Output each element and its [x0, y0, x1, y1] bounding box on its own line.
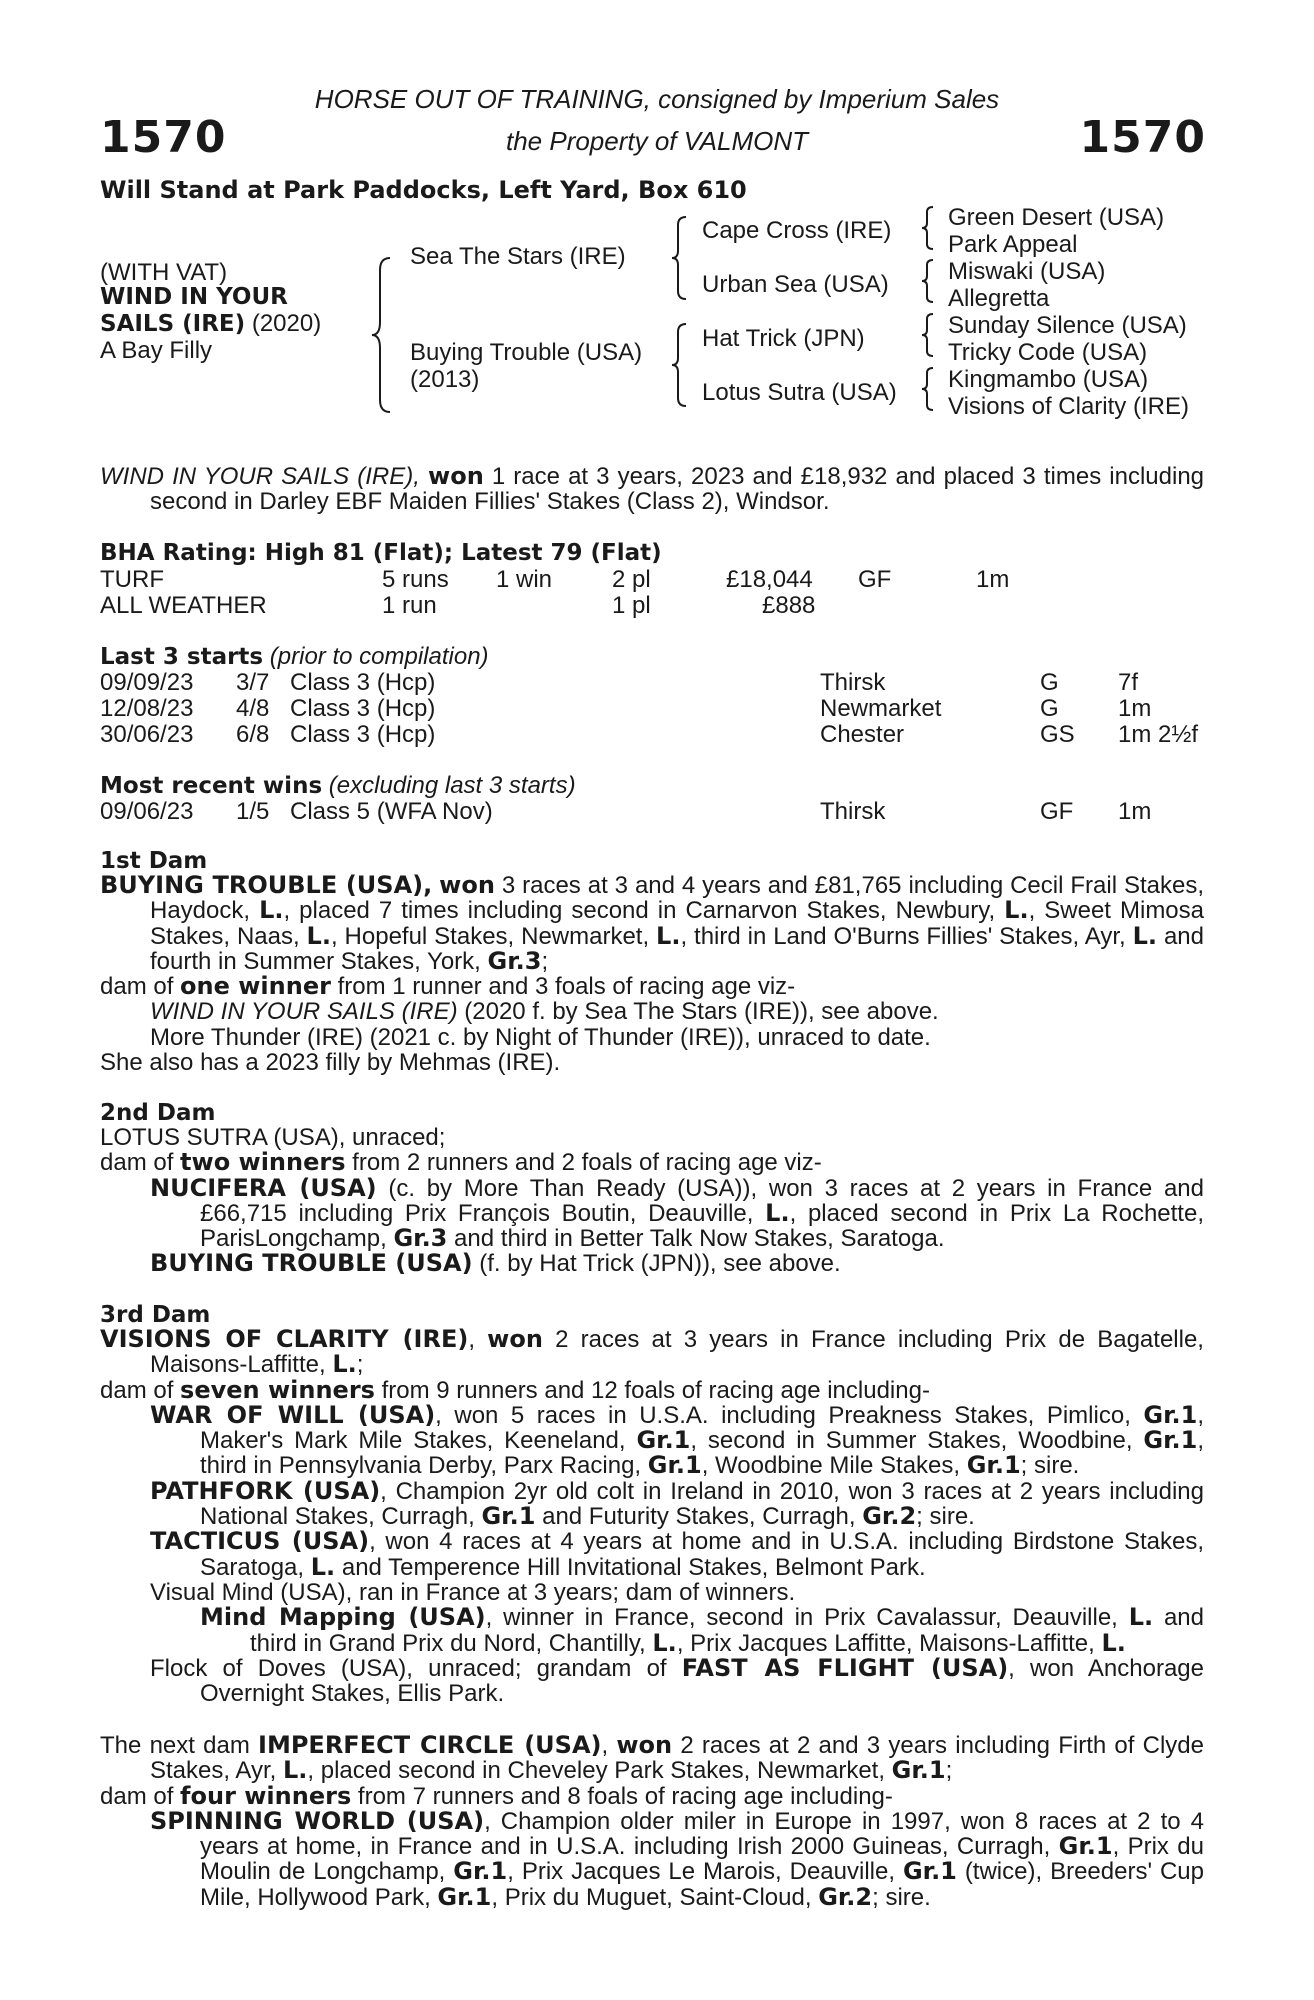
- race-summary: [100, 464, 1204, 515]
- progeny-name: BUYING TROUBLE (USA): [150, 1249, 473, 1278]
- group-badge: Gr.3: [487, 946, 542, 975]
- start-course: Newmarket: [820, 695, 942, 722]
- dam3-winners: seven winners: [180, 1375, 375, 1404]
- group-badge: Gr.1: [647, 1451, 702, 1480]
- progeny-text: and third in Better Talk Now Stakes, Saratoga.: [447, 1225, 945, 1253]
- start-date: 30/06/23: [100, 721, 194, 748]
- progeny-name: FAST AS FLIGHT (USA): [681, 1653, 1009, 1682]
- dam2-damof: dam of: [100, 1149, 181, 1177]
- dam2-section: [100, 1125, 1204, 1277]
- progeny-text: , won 4 races at 4 years at home and in U.S.A. including Birdstone Stakes, Saratoga,: [200, 1528, 1204, 1581]
- dam-dam: Lotus Sutra (USA): [702, 379, 897, 406]
- progeny-text: , Champion older miler in Europe in 1997, won 8 races at 2 to 4 years at home, in France and in U.S.A. including Irish 2000 Guineas, Curragh,: [200, 1807, 1205, 1861]
- horse-description: A Bay Filly: [100, 337, 213, 364]
- dam2-heading: 2nd Dam: [100, 1100, 216, 1126]
- bha-runs: 1 run: [382, 592, 437, 619]
- listed-badge: L.: [1101, 1628, 1126, 1657]
- dam1-text: , Sweet Mimosa Stakes, Naas,: [150, 897, 1204, 950]
- start-class: Class 3 (Hcp): [290, 721, 436, 748]
- bha-distance: 1m: [976, 566, 1010, 593]
- horse-year: (2020): [245, 310, 322, 337]
- progeny-name: TACTICUS (USA): [150, 1527, 370, 1556]
- granddam-3: Tricky Code (USA): [948, 339, 1148, 366]
- progeny-text: (c. by More Than Ready (USA)), won 3 races at 2 years in France and £66,715 including Prix François Boutin, Deauville,: [200, 1174, 1204, 1227]
- dam2-winners: two winners: [180, 1148, 346, 1177]
- pedigree-brace-g3: [920, 312, 936, 358]
- nextdam-name: IMPERFECT CIRCLE (USA): [258, 1731, 602, 1759]
- progeny-name: WIND IN YOUR SAILS (IRE): [150, 998, 458, 1026]
- vat-label: (WITH VAT): [100, 259, 228, 286]
- bha-row-turf: [100, 566, 1210, 592]
- dam1-damof: from 1 runner and 3 foals of racing age viz-: [330, 973, 796, 1001]
- dam1-won: won: [439, 871, 495, 899]
- progeny-text: , won 5 races in U.S.A. including Preakness Stakes, Pimlico,: [435, 1401, 1144, 1429]
- start-row: [100, 695, 1210, 721]
- dam3-text: 2 races at 3 years in France including Prix de Bagatelle, Maisons-Laffitte,: [150, 1326, 1204, 1379]
- dam1-text: , Hopeful Stakes, Newmarket,: [330, 922, 657, 950]
- progeny-text: ; sire.: [872, 1883, 931, 1911]
- start-distance: 1m 2½f: [1118, 721, 1199, 748]
- dam3-name: VISIONS OF CLARITY (IRE): [100, 1325, 469, 1353]
- dam3-text: ;: [356, 1351, 364, 1379]
- group-badge: Gr.1: [636, 1426, 691, 1455]
- listed-badge: L.: [310, 1552, 336, 1581]
- nextdam-text: The next dam: [100, 1732, 259, 1759]
- nextdam-won: won: [616, 1731, 673, 1759]
- listed-badge: L.: [332, 1350, 357, 1379]
- granddam-1: Park Appeal: [948, 231, 1078, 258]
- grandsire-2: Miswaki (USA): [948, 258, 1106, 285]
- bha-prize: £18,044: [726, 566, 813, 593]
- start-date: 09/09/23: [100, 669, 194, 696]
- bha-runs: 5 runs: [382, 566, 449, 593]
- horse-name-line2: [100, 311, 321, 337]
- pedigree-brace-g1: [920, 205, 936, 251]
- progeny-text: , Maker's Mark Mile Stakes, Keeneland,: [200, 1401, 1204, 1455]
- progeny-text: (f. by Hat Trick (JPN)), see above.: [472, 1250, 841, 1278]
- progeny-name: PATHFORK (USA): [150, 1476, 381, 1505]
- recent-heading: [100, 772, 576, 800]
- group-badge: Gr.1: [481, 1502, 536, 1531]
- recent-class: Class 5 (WFA Nov): [290, 798, 493, 825]
- start-position: 6/8: [236, 721, 270, 748]
- recent-course: Thirsk: [820, 798, 886, 825]
- dam3-progeny-visual-mind: Visual Mind (USA), ran in France at 3 years; dam of winners.: [150, 1578, 796, 1606]
- bha-placed: 2 pl: [612, 566, 651, 593]
- dam2-record: LOTUS SUTRA (USA), unraced;: [100, 1124, 446, 1151]
- progeny-name: NUCIFERA (USA): [150, 1173, 377, 1202]
- start-position: 3/7: [236, 669, 270, 696]
- progeny-text: , winner in France, second in Prix Cavalassur, Deauville,: [485, 1604, 1129, 1632]
- dam3-section: [100, 1327, 1204, 1706]
- grandsire-1: Green Desert (USA): [948, 204, 1165, 231]
- dam3-progeny-pathfork: [100, 1476, 1204, 1531]
- dam1-winners: one winner: [180, 972, 331, 1001]
- nextdam-damof: dam of: [100, 1782, 181, 1810]
- group-badge: Gr.2: [818, 1882, 873, 1911]
- nextdam-text: ,: [601, 1732, 617, 1759]
- group-badge: Gr.1: [437, 1882, 492, 1911]
- start-going: G: [1040, 669, 1059, 696]
- listed-badge: L.: [765, 1198, 790, 1227]
- lot-number-right: 1570: [1079, 112, 1206, 163]
- start-distance: 7f: [1118, 669, 1139, 696]
- dam2-damof: from 2 runners and 2 foals of racing age viz-: [345, 1149, 822, 1177]
- dam1-text: ;: [541, 947, 549, 975]
- dam1-also: She also has a 2023 filly by Mehmas (IRE).: [100, 1049, 561, 1077]
- start-going: GS: [1040, 721, 1075, 748]
- bha-row-aw: [100, 592, 1210, 618]
- start-course: Thirsk: [820, 669, 886, 696]
- dam1-text: and fourth in Summer Stakes, York,: [150, 922, 1204, 975]
- recent-date: 09/06/23: [100, 798, 194, 825]
- nextdam-section: [100, 1733, 1204, 1910]
- progeny-text: , second in Summer Stakes, Woodbine,: [690, 1427, 1144, 1455]
- nextdam-record: [100, 1733, 1204, 1784]
- dam3-produce: [100, 1375, 1204, 1404]
- recent-row: [100, 798, 1210, 824]
- dam3-damof: dam of: [100, 1376, 181, 1404]
- dam1-name: BUYING TROUBLE (USA),: [100, 871, 433, 899]
- dam3-heading: 3rd Dam: [100, 1302, 211, 1328]
- dam3-record: [100, 1327, 1204, 1378]
- progeny-text: and Temperence Hill Invitational Stakes, Belmont Park.: [335, 1553, 926, 1581]
- progeny-text: , Prix du Moulin de Longchamp,: [200, 1833, 1205, 1886]
- dam1-heading: 1st Dam: [100, 848, 208, 874]
- bha-wins: 1 win: [496, 566, 553, 593]
- progeny-text: (2020 f. by Sea The Stars (IRE)), see above.: [457, 998, 939, 1026]
- progeny-text: , placed second in Prix La Rochette, ParisLongchamp,: [200, 1199, 1204, 1253]
- dam1-record: [100, 873, 1204, 974]
- progeny-name: WAR OF WILL (USA): [150, 1400, 436, 1429]
- group-badge: Gr.1: [966, 1451, 1021, 1480]
- recent-distance: 1m: [1118, 798, 1152, 825]
- listed-badge: L.: [306, 921, 331, 950]
- granddam-2: Allegretta: [948, 285, 1050, 312]
- recent-note: (excluding last 3 starts): [322, 772, 576, 799]
- dam3-progeny-flock-of-doves: [100, 1653, 1204, 1708]
- summary-horse-name: WIND IN YOUR SAILS (IRE),: [100, 463, 420, 490]
- pedigree-brace-sire: [670, 215, 690, 301]
- dam3-damof: from 9 runners and 12 foals of racing age including-: [374, 1376, 930, 1404]
- bha-prize: £888: [762, 592, 816, 619]
- dam2-progeny-2: [100, 1251, 1204, 1276]
- listed-badge: L.: [259, 896, 284, 925]
- group-badge: Gr.3: [393, 1224, 448, 1253]
- start-going: G: [1040, 695, 1059, 722]
- pedigree-brace-g4: [920, 366, 936, 412]
- group-badge: Gr.2: [862, 1502, 917, 1531]
- granddam-4: Visions of Clarity (IRE): [948, 393, 1189, 420]
- listed-badge: L.: [282, 1756, 308, 1785]
- progeny-text: (twice), Breeders' Cup Mile, Hollywood Park,: [200, 1858, 1205, 1911]
- recent-title: Most recent wins: [100, 773, 323, 799]
- start-date: 12/08/23: [100, 695, 194, 722]
- bha-placed: 1 pl: [612, 592, 651, 619]
- horse-name-text: SAILS (IRE): [100, 311, 246, 337]
- nextdam-text: ;: [945, 1757, 953, 1785]
- start-class: Class 3 (Hcp): [290, 695, 436, 722]
- dam1-section: [100, 873, 1204, 1075]
- lot-number-left: 1570: [100, 112, 227, 163]
- group-badge: Gr.1: [1143, 1400, 1198, 1429]
- pedigree-brace-dam: [670, 322, 690, 408]
- dam3-won: won: [487, 1325, 543, 1353]
- dam1-text: , third in Land O'Burns Fillies' Stakes, Ayr,: [680, 922, 1133, 950]
- progeny-text: , Prix du Muguet, Saint-Cloud,: [491, 1883, 819, 1911]
- progeny-text: , Prix Jacques Le Marois, Deauville,: [507, 1858, 903, 1886]
- start-course: Chester: [820, 721, 905, 748]
- summary-won: won: [428, 462, 484, 490]
- stable-location: Will Stand at Park Paddocks, Left Yard, Box 610: [100, 176, 747, 204]
- progeny-text: Flock of Doves (USA), unraced; grandam of: [150, 1654, 682, 1682]
- bha-heading: BHA Rating: High 81 (Flat); Latest 79 (Flat): [100, 540, 662, 566]
- header-consignor: HORSE OUT OF TRAINING, consigned by Imperium Sales: [314, 84, 1000, 114]
- start-position: 4/8: [236, 695, 270, 722]
- group-badge: Gr.1: [1058, 1832, 1113, 1861]
- progeny-text: , won Anchorage Overnight Stakes, Ellis Park.: [200, 1654, 1204, 1708]
- nextdam-winners: four winners: [180, 1781, 352, 1810]
- sire-sire: Cape Cross (IRE): [702, 217, 892, 244]
- nextdam-produce: [100, 1781, 1204, 1810]
- recent-position: 1/5: [236, 798, 270, 825]
- nextdam-damof: from 7 runners and 8 foals of racing age including-: [351, 1782, 893, 1810]
- dam3-progeny-tacticus: [100, 1529, 1204, 1580]
- group-badge: Gr.1: [902, 1857, 957, 1886]
- last3-title: Last 3 starts: [100, 644, 264, 670]
- dam1-progeny-1: [100, 999, 1204, 1024]
- grandsire-3: Sunday Silence (USA): [948, 312, 1187, 339]
- dam1-text: 3 races at 3 and 4 years and £81,765 including Cecil Frail Stakes, Haydock,: [150, 872, 1204, 925]
- listed-badge: L.: [1004, 896, 1029, 925]
- dam1-progeny-2: More Thunder (IRE) (2021 c. by Night of Thunder (IRE)), unraced to date.: [150, 1023, 931, 1051]
- progeny-text: and Futurity Stakes, Curragh,: [535, 1503, 863, 1531]
- last3-heading: [100, 643, 489, 671]
- dam1-damof: dam of: [100, 973, 181, 1001]
- dam3-text: ,: [468, 1326, 488, 1353]
- dam-year: (2013): [410, 366, 480, 393]
- pedigree-brace-main: [370, 256, 394, 414]
- sire: Sea The Stars (IRE): [410, 243, 626, 270]
- recent-going: GF: [1040, 798, 1074, 825]
- nextdam-text: , placed second in Cheveley Park Stakes, Newmarket,: [307, 1757, 892, 1785]
- listed-badge: L.: [652, 1628, 677, 1657]
- progeny-name: Mind Mapping (USA): [200, 1603, 486, 1632]
- dam3-progeny-war-of-will: [100, 1400, 1204, 1480]
- dam2-progeny-1: [100, 1173, 1204, 1253]
- progeny-text: ; sire.: [1020, 1452, 1080, 1480]
- horse-name-line1: WIND IN YOUR: [100, 284, 288, 310]
- dam2-produce: [100, 1150, 1204, 1175]
- bha-surface: TURF: [100, 566, 164, 593]
- start-row: [100, 669, 1210, 695]
- group-badge: Gr.1: [1143, 1426, 1198, 1455]
- last3-note: (prior to compilation): [263, 643, 489, 670]
- grandsire-4: Kingmambo (USA): [948, 366, 1149, 393]
- group-badge: Gr.1: [453, 1857, 508, 1886]
- progeny-text: , Champion 2yr old colt in Ireland in 2010, won 3 races at 2 years including National Stakes, Curragh,: [200, 1477, 1204, 1531]
- start-row: [100, 721, 1210, 747]
- progeny-text: , Prix Jacques Laffitte, Maisons-Laffitte,: [676, 1629, 1102, 1657]
- dam-sire: Hat Trick (JPN): [702, 325, 865, 352]
- dam3-grandprogeny-mind-mapping: [100, 1605, 1204, 1656]
- listed-badge: L.: [1128, 1603, 1154, 1632]
- bha-going: GF: [858, 566, 892, 593]
- nextdam-progeny-spinning-world: [100, 1806, 1205, 1911]
- listed-badge: L.: [656, 921, 681, 950]
- dam: Buying Trouble (USA): [410, 339, 643, 366]
- progeny-name: SPINNING WORLD (USA): [150, 1806, 485, 1835]
- sire-dam: Urban Sea (USA): [702, 271, 889, 298]
- pedigree-brace-g2: [920, 258, 936, 304]
- header-property: the Property of VALMONT: [505, 126, 808, 156]
- dam1-produce: [100, 974, 1204, 999]
- start-class: Class 3 (Hcp): [290, 669, 436, 696]
- start-distance: 1m: [1118, 695, 1152, 722]
- progeny-text: , Woodbine Mile Stakes,: [701, 1452, 967, 1480]
- nextdam-text: 2 races at 2 and 3 years including Firth of Clyde Stakes, Ayr,: [150, 1732, 1204, 1785]
- bha-surface: ALL WEATHER: [100, 592, 267, 619]
- listed-badge: L.: [1132, 921, 1158, 950]
- progeny-text: ; sire.: [916, 1503, 975, 1531]
- summary-text: 1 race at 3 years, 2023 and £18,932 and placed 3 times including second in Darley EBF Maiden Fillies' Stakes (Class 2), Windsor.: [150, 463, 1205, 516]
- dam1-text: , placed 7 times including second in Carnarvon Stakes, Newbury,: [283, 897, 1005, 925]
- progeny-text: and third in Grand Prix du Nord, Chantilly,: [250, 1604, 1204, 1657]
- progeny-text: , third in Pennsylvania Derby, Parx Racing,: [200, 1427, 1204, 1480]
- group-badge: Gr.1: [891, 1756, 946, 1785]
